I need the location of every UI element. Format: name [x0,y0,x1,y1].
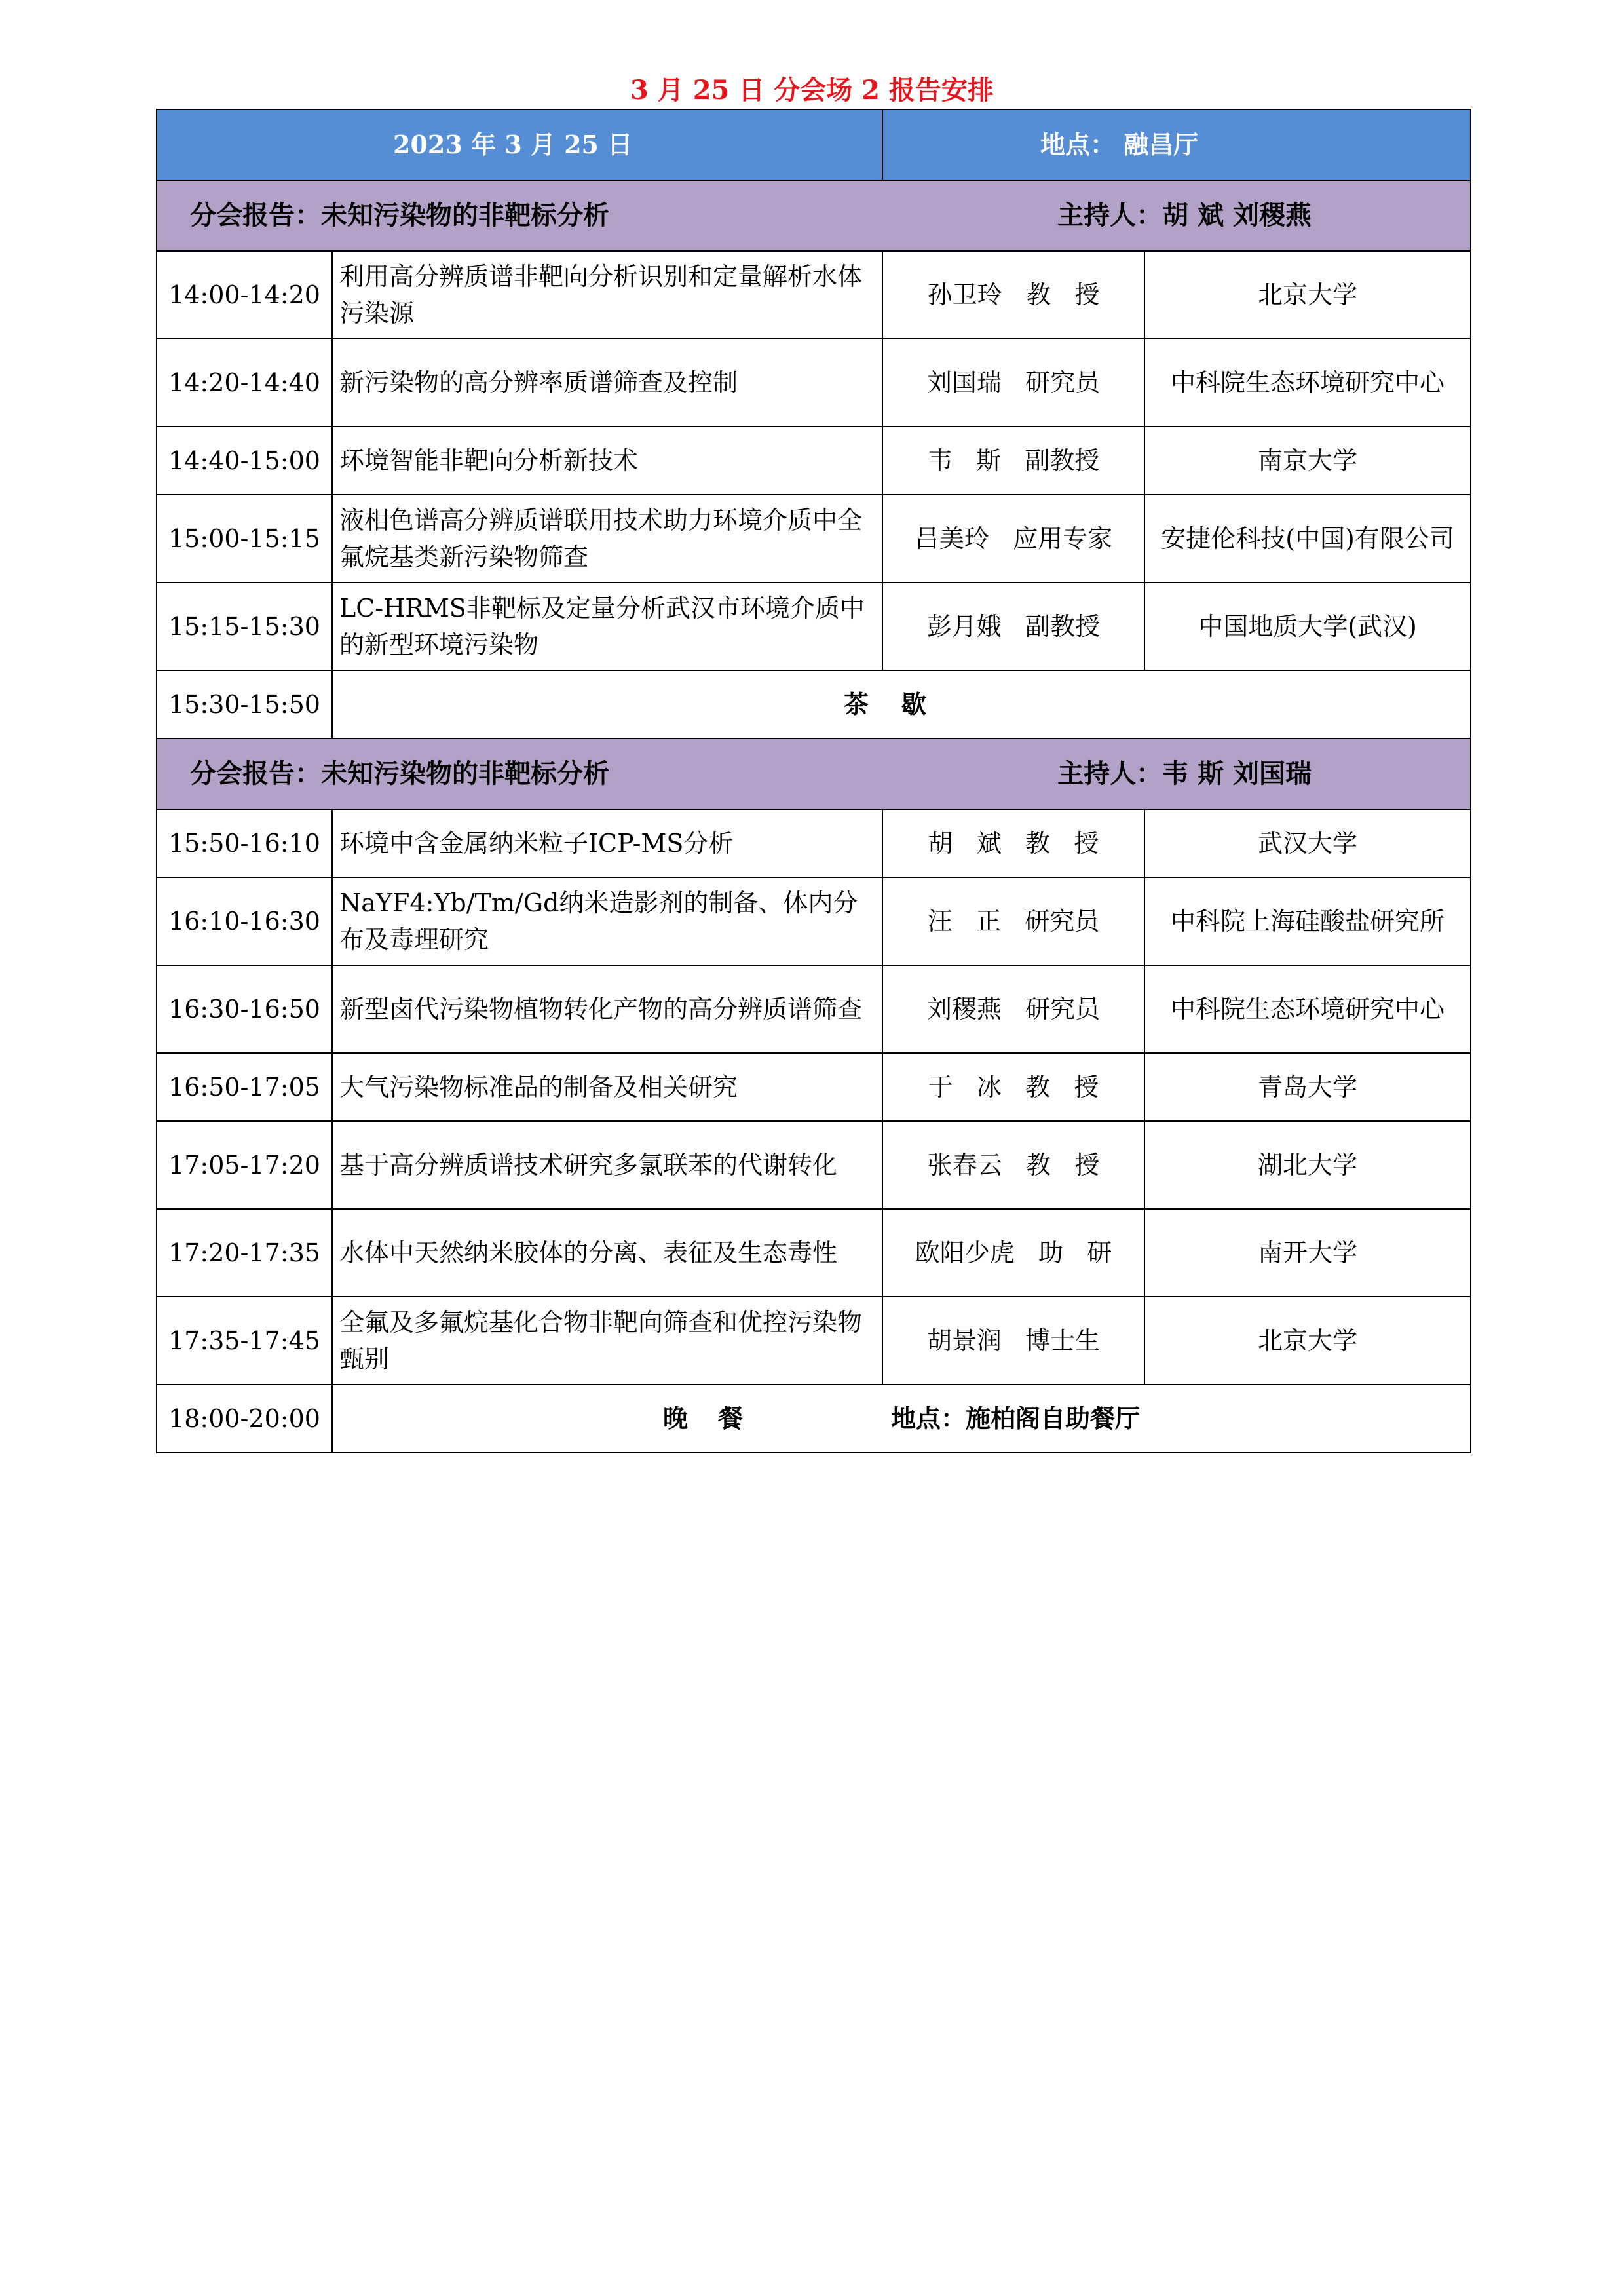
talk-speaker: 韦 斯 副教授 [882,427,1144,495]
date-label: 2023 年 3 月 25 日 [157,109,882,180]
talk-speaker: 胡景润 博士生 [882,1297,1144,1385]
talk-time: 17:35-17:45 [157,1297,332,1385]
talk-title: 液相色谱高分辨质谱联用技术助力环境介质中全氟烷基类新污染物筛查 [332,495,882,583]
talk-title: 环境智能非靶向分析新技术 [332,427,882,495]
table-row [157,251,1471,339]
table-row [157,1297,1471,1385]
talk-time: 16:50-17:05 [157,1053,332,1121]
talk-title: 基于高分辨质谱技术研究多氯联苯的代谢转化 [332,1121,882,1209]
talk-time: 16:30-16:50 [157,965,332,1053]
talk-speaker: 吕美玲 应用专家 [882,495,1144,583]
talk-institution: 北京大学 [1144,1297,1471,1385]
talk-time: 17:20-17:35 [157,1209,332,1297]
talk-institution: 北京大学 [1144,251,1471,339]
talk-speaker: 汪 正 研究员 [882,877,1144,965]
date-venue-row [157,109,1471,180]
talk-title: 新型卤代污染物植物转化产物的高分辨质谱筛查 [332,965,882,1053]
talk-speaker: 刘稷燕 研究员 [882,965,1144,1053]
table-row [157,1121,1471,1209]
section-title: 分会报告：未知污染物的非靶标分析 [190,758,609,789]
talk-institution: 武汉大学 [1144,809,1471,877]
talk-speaker: 彭月娥 副教授 [882,583,1144,670]
talk-speaker: 欧阳少虎 助 研 [882,1209,1144,1297]
break-time: 15:30-15:50 [157,670,332,738]
section-header [157,738,1471,809]
talk-speaker: 于 冰 教 授 [882,1053,1144,1121]
talk-title: 水体中天然纳米胶体的分离、表征及生态毒性 [332,1209,882,1297]
section-host: 主持人：韦 斯 刘国瑞 [1057,758,1312,789]
talk-title: 新污染物的高分辨率质谱筛查及控制 [332,339,882,427]
talk-institution: 湖北大学 [1144,1121,1471,1209]
talk-speaker: 孙卫玲 教 授 [882,251,1144,339]
dinner-info [332,1385,1471,1453]
talk-time: 14:40-15:00 [157,427,332,495]
tea-break-row [157,670,1471,738]
table-row [157,427,1471,495]
venue-label: 地点： 融昌厅 [882,109,1471,180]
talk-institution: 中科院上海硅酸盐研究所 [1144,877,1471,965]
section-host: 主持人：胡 斌 刘稷燕 [1057,200,1312,231]
talk-time: 14:00-14:20 [157,251,332,339]
talk-time: 17:05-17:20 [157,1121,332,1209]
section-title: 分会报告：未知污染物的非靶标分析 [190,200,609,231]
table-row [157,877,1471,965]
talk-time: 16:10-16:30 [157,877,332,965]
table-row [157,1209,1471,1297]
table-row [157,809,1471,877]
talk-time: 15:00-15:15 [157,495,332,583]
talk-title: 全氟及多氟烷基化合物非靶向筛查和优控污染物甄别 [332,1297,882,1385]
dinner-time: 18:00-20:00 [157,1385,332,1453]
talk-speaker: 张春云 教 授 [882,1121,1144,1209]
talk-institution: 青岛大学 [1144,1053,1471,1121]
dinner-row [157,1385,1471,1453]
page-title: 3 月 25 日 分会场 2 报告安排 [630,75,994,105]
talk-title: 大气污染物标准品的制备及相关研究 [332,1053,882,1121]
talk-title: LC-HRMS非靶标及定量分析武汉市环境介质中的新型环境污染物 [332,583,882,670]
talk-institution: 中科院生态环境研究中心 [1144,965,1471,1053]
talk-institution: 中国地质大学(武汉) [1144,583,1471,670]
schedule-table [156,109,1471,1453]
dinner-label: 晚餐 [663,1404,774,1433]
talk-speaker: 胡 斌 教 授 [882,809,1144,877]
table-row [157,583,1471,670]
section-header [157,180,1471,251]
talk-speaker: 刘国瑞 研究员 [882,339,1144,427]
table-row [157,965,1471,1053]
talk-title: 利用高分辨质谱非靶向分析识别和定量解析水体污染源 [332,251,882,339]
talk-institution: 南京大学 [1144,427,1471,495]
dinner-venue: 地点：施柏阁自助餐厅 [891,1404,1141,1433]
talk-time: 15:50-16:10 [157,809,332,877]
table-row [157,1053,1471,1121]
talk-institution: 南开大学 [1144,1209,1471,1297]
talk-title: NaYF4:Yb/Tm/Gd纳米造影剂的制备、体内分布及毒理研究 [332,877,882,965]
table-row [157,339,1471,427]
talk-title: 环境中含金属纳米粒子ICP-MS分析 [332,809,882,877]
talk-time: 14:20-14:40 [157,339,332,427]
talk-time: 15:15-15:30 [157,583,332,670]
talk-institution: 安捷伦科技(中国)有限公司 [1144,495,1471,583]
talk-institution: 中科院生态环境研究中心 [1144,339,1471,427]
tea-break-label: 茶歇 [332,670,1471,738]
table-row [157,495,1471,583]
